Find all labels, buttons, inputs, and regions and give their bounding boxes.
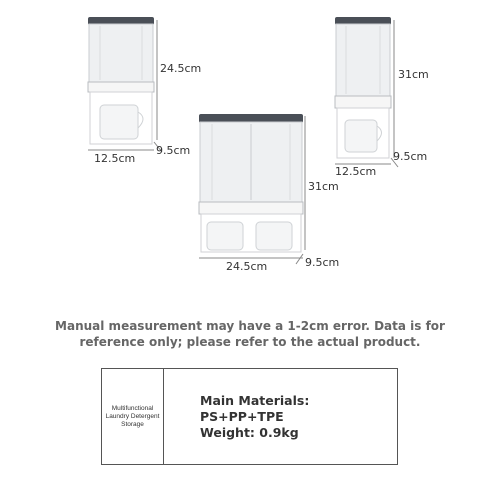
spec-table (101, 368, 398, 465)
large-height-label: 31cm (308, 180, 339, 193)
measurement-disclaimer (40, 318, 460, 350)
medium-depth-label: 9.5cm (393, 150, 428, 163)
weight-text: Weight: 0.9kg (200, 424, 299, 440)
large-dispenser-illustration (199, 114, 303, 252)
medium-height-label: 31cm (398, 68, 429, 81)
large-width-label: 24.5cm (226, 260, 268, 273)
small-dispenser-illustration (88, 17, 154, 144)
small-width-label: 12.5cm (94, 152, 136, 165)
materials-text: Main Materials: PS+PP+TPE (200, 392, 310, 424)
product-name-cell (102, 369, 164, 464)
disclaimer-line-1: Manual measurement may have a 1-2cm error. Data is for (55, 319, 445, 333)
disclaimer-line-2: reference only; please refer to the actual product. (79, 335, 421, 349)
large-depth-label: 9.5cm (305, 256, 340, 269)
product-name: Multifunctional Laundry Detergent Storage (105, 404, 160, 428)
spec-details-cell (164, 369, 397, 464)
small-height-label: 24.5cm (160, 62, 202, 75)
medium-width-label: 12.5cm (335, 165, 377, 178)
medium-dispenser-illustration (335, 17, 391, 158)
small-depth-label: 9.5cm (156, 144, 191, 157)
